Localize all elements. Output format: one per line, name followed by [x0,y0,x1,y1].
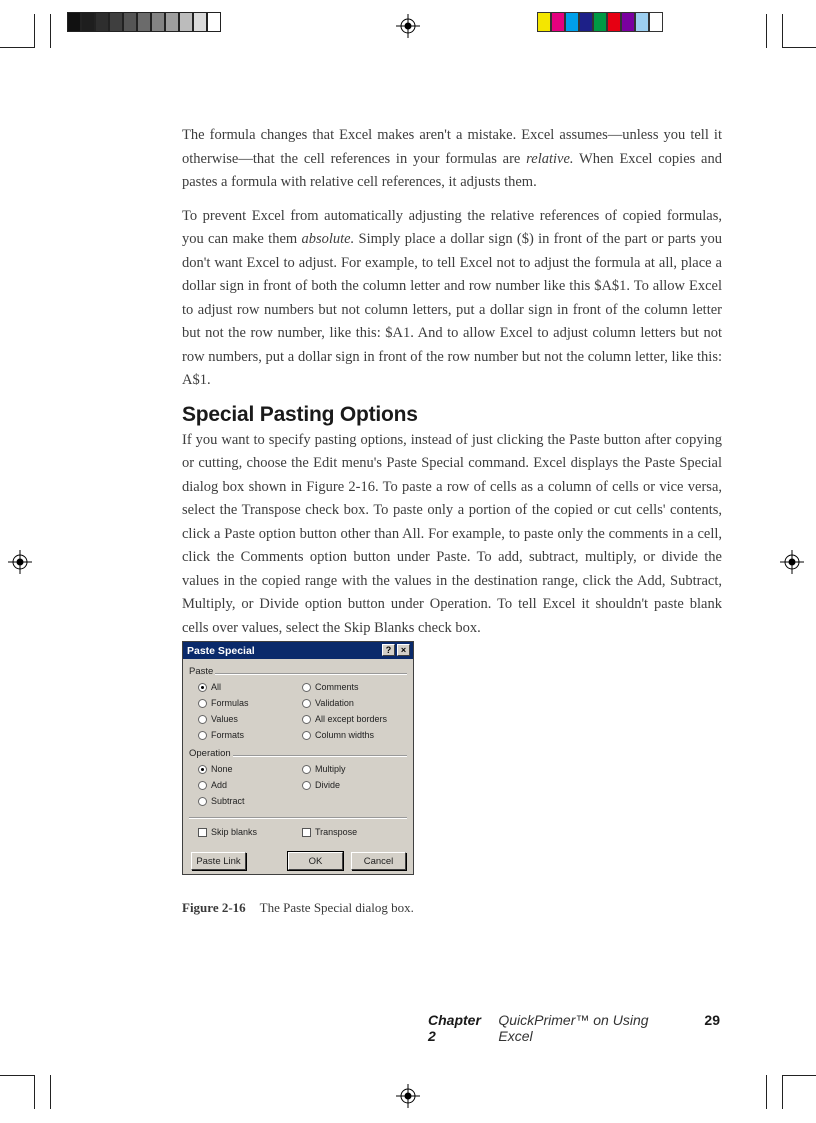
ok-button[interactable]: OK [288,852,343,870]
gray-swatch [151,12,165,32]
radio-dot [198,797,207,806]
gray-swatch [179,12,193,32]
crop-mark [766,1075,767,1109]
gray-swatch [109,12,123,32]
paragraph [182,205,722,393]
crop-mark [782,1075,783,1109]
paragraph [182,124,722,195]
paragraph: If you want to specify pasting options, instead of just clicking the Paste button after copying or cutting, choose the Edit menu's Paste Special command. Excel displays the Paste Special dialog box shown in Figure 2-16. To paste a row of cells as a column of cells or vice versa, select the Transpose check box. To paste only a portion of the copied or cut cells' contents, click a Paste option button other than All. For example, to paste only the comments in a cell, click the Comments option button under Paste. To add, subtract, multiply, or divide the values in the copied range with the values in the destination range, click the Add, Subtract, Multiply, or Divide option button under Operation. To tell Excel it shouldn't paste blank cells over values, select the Skip Blanks check box. [182,431,722,636]
chapter-label: Chapter 2 [428,1012,481,1044]
text-run: When Excel copies and pastes a formula with relative cell references, it adjusts them. [182,150,722,190]
body-text [182,124,722,650]
radio-label: Divide [315,780,341,790]
gray-swatch [193,12,207,32]
radio-none[interactable] [198,764,233,774]
emphasis: relative. [526,150,574,167]
color-bar [537,12,663,32]
radio-dot [302,765,311,774]
crop-mark [782,47,816,48]
color-swatch [649,12,663,32]
radio-formulas[interactable] [198,698,249,708]
radio-dot [198,699,207,708]
checkbox-box [302,828,311,837]
checkbox-label: Skip blanks [211,827,258,837]
page-footer [428,1012,720,1044]
crop-mark [766,14,767,48]
skip-blanks-checkbox[interactable] [198,827,257,837]
paste-group-label: Paste [189,666,214,677]
checkbox-label: Transpose [315,827,358,837]
dialog-titlebar [183,642,413,659]
operation-group-label: Operation [189,748,231,759]
radio-dot [302,683,311,692]
radio-add[interactable] [198,780,227,790]
radio-label: Subtract [211,796,245,806]
close-button[interactable]: × [397,644,410,656]
radio-label: Add [211,780,228,790]
crop-mark [50,1075,51,1109]
radio-dot [302,781,311,790]
registration-mark-icon [396,1084,420,1108]
radio-dot [198,683,207,692]
divider [189,817,407,819]
crop-mark [34,14,35,48]
radio-dot [198,715,207,724]
radio-label: Multiply [315,764,346,774]
radio-label: All except borders [315,714,388,724]
radio-label: Validation [315,698,354,708]
color-swatch [635,12,649,32]
gray-swatch [95,12,109,32]
radio-dot [198,765,207,774]
radio-all[interactable] [198,682,221,692]
crop-mark [782,14,783,48]
chapter-subtitle: QuickPrimer™ on Using Excel [498,1012,649,1044]
divider [233,755,407,757]
registration-mark-icon [396,14,420,38]
section-heading: Special Pasting Options [182,402,418,426]
gray-swatch [81,12,95,32]
registration-mark-icon [780,550,804,574]
caption-text: The Paste Special dialog box. [259,900,414,915]
checkbox-box [198,828,207,837]
grayscale-bar [67,12,221,32]
page-number: 29 [704,1012,720,1028]
divider [215,673,407,675]
color-swatch [579,12,593,32]
radio-values[interactable] [198,714,238,724]
figure-caption [182,900,414,916]
cancel-button[interactable]: Cancel [351,852,406,870]
figure-number: Figure 2-16 [182,900,246,915]
crop-mark [50,14,51,48]
crop-mark [0,1075,34,1076]
transpose-checkbox[interactable] [302,827,357,837]
radio-formats[interactable] [198,730,244,740]
radio-comments[interactable] [302,682,359,692]
color-swatch [607,12,621,32]
radio-column-widths[interactable] [302,730,374,740]
radio-label: Comments [315,682,359,692]
color-swatch [621,12,635,32]
paste-special-dialog [182,641,414,875]
color-swatch [551,12,565,32]
radio-label: Column widths [315,730,375,740]
color-swatch [537,12,551,32]
radio-label: All [211,682,222,692]
radio-all-except-borders[interactable] [302,714,387,724]
radio-divide[interactable] [302,780,340,790]
text-run: Simply place a dollar sign ($) in front of the part or parts you don't want Excel to adjust. For example, to tell Excel not to adjust the formula at all, place a dollar sign in front of both the column letter and row number like this $A$1. To allow Excel to adjust row numbers but not column letters, put a dollar sign in front of the column letter but not the row number, like this: $A1. And to allow Excel to adjust column letters but not row numbers, put a dollar sign in front of the row number but not the column letter, like this: A$1. [182,231,722,388]
radio-label: None [211,764,233,774]
gray-swatch [165,12,179,32]
crop-mark [782,1075,816,1076]
gray-swatch [67,12,81,32]
gray-swatch [137,12,151,32]
crop-mark [0,47,34,48]
gray-swatch [123,12,137,32]
registration-mark-icon [8,550,32,574]
color-swatch [593,12,607,32]
radio-label: Formats [211,730,245,740]
color-swatch [565,12,579,32]
radio-dot [198,731,207,740]
radio-dot [302,699,311,708]
radio-dot [302,731,311,740]
dialog-title: Paste Special [187,644,255,657]
crop-mark [34,1075,35,1109]
gray-swatch [207,12,221,32]
radio-subtract[interactable] [198,796,245,806]
radio-dot [302,715,311,724]
radio-dot [198,781,207,790]
paste-link-button[interactable]: Paste Link [191,852,246,870]
text-run: The formula changes that Excel makes aren't a mistake. Excel assumes—unless you tell it otherwise—that the cell references in your formulas are [182,127,722,167]
radio-multiply[interactable] [302,764,346,774]
radio-label: Formulas [211,698,249,708]
help-button[interactable]: ? [382,644,395,656]
emphasis: absolute. [301,231,355,247]
text-run: To prevent Excel from automatically adjusting the relative references of copied formulas, you can make them [182,207,722,247]
radio-label: Values [211,714,238,724]
radio-validation[interactable] [302,698,354,708]
